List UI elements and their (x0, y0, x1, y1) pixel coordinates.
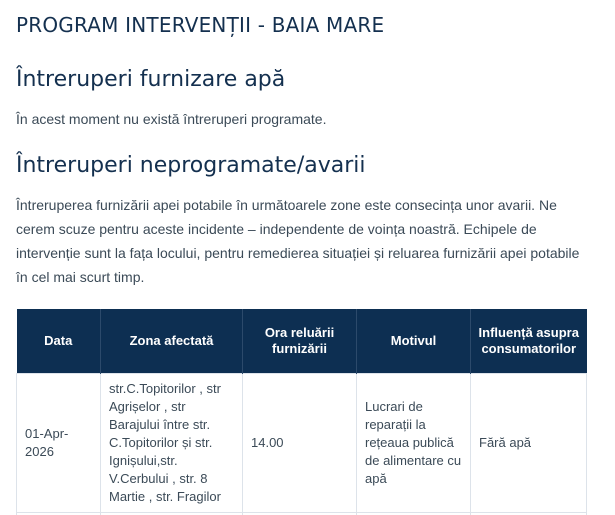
header-hour: Ora reluării furnizării (243, 309, 357, 374)
unplanned-interruptions-text: Întreruperea furnizării apei potabile în următoarele zone este consecința unor avarii. Ne cerem scuze pentru aceste incidente – independente de voința noastră. Echipele de intervenție sunt la fața locului, pentru remedierea situației și reluarea furnizării apei potabile în cel mai scurt timp. (16, 197, 580, 285)
cell-impact: Fără apă (471, 374, 587, 513)
interventions-table-container (16, 309, 586, 515)
interventions-table (16, 309, 587, 515)
planned-interruptions-text: În acest moment nu există întreruperi programate. (16, 111, 327, 127)
cell-hour: 14.00 (243, 374, 357, 513)
header-impact: Influență asupra consumatorilor (471, 309, 587, 374)
header-reason: Motivul (357, 309, 471, 374)
cell-date: 01-Apr-2026 (17, 374, 101, 513)
cell-zone: str.C.Topitorilor , str Agrișelor , str Barajului între str. C.Topitorilor și str. Ignișului,str. V.Cerbului , str. 8 Martie , str. Fragilor (101, 374, 243, 513)
page-title: PROGRAM INTERVENȚII - BAIA MARE (16, 13, 385, 37)
table-header-row (17, 309, 587, 374)
unplanned-interruptions-heading: Întreruperi neprogramate/avarii (16, 153, 366, 178)
table-row (17, 374, 587, 513)
header-zone: Zona afectată (101, 309, 243, 374)
header-date: Data (17, 309, 101, 374)
planned-interruptions-heading: Întreruperi furnizare apă (16, 67, 286, 92)
cell-reason: Lucrari de reparații la rețeaua publică de alimentare cu apă (357, 374, 471, 513)
